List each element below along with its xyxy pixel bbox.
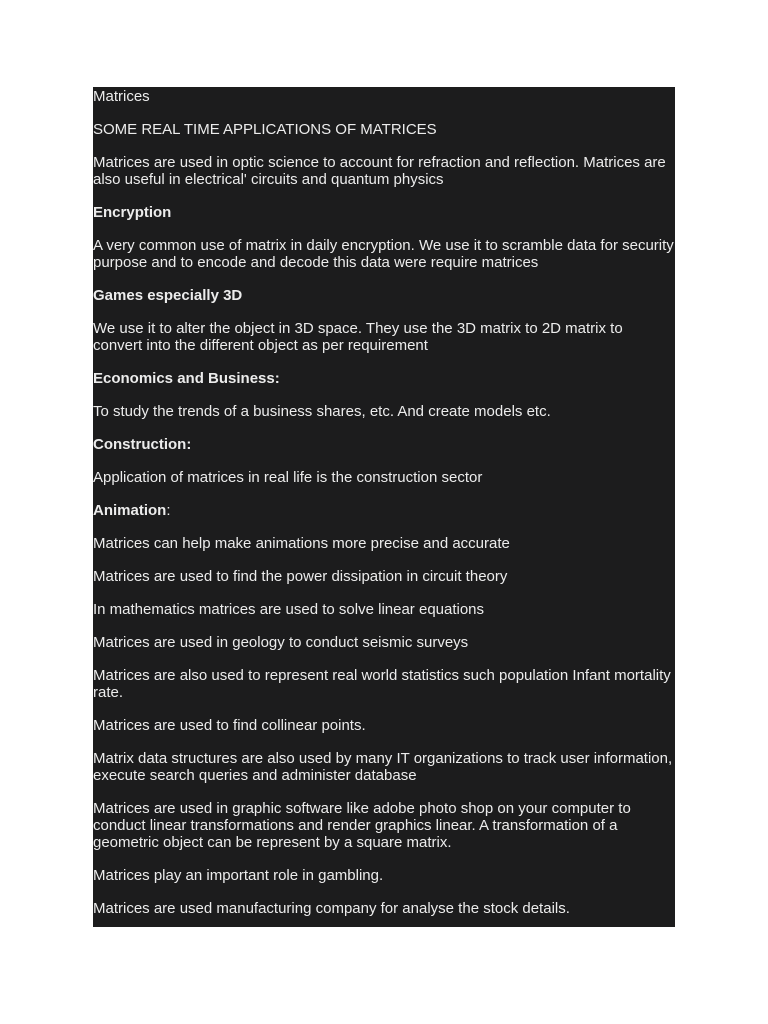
section-heading-animation: Animation (93, 502, 167, 519)
document-heading: SOME REAL TIME APPLICATIONS OF MATRICES (93, 121, 437, 138)
section-text-economics: To study the trends of a business shares, etc. And create models etc. (93, 403, 551, 420)
section-text-encryption: A very common use of matrix in daily encryption. We use it to scramble data for security purpose and to encode and decode this data were require matrices (93, 237, 674, 271)
section-heading-games: Games especially 3D (93, 287, 243, 304)
section-text-construction: Application of matrices in real life is the construction sector (93, 469, 483, 486)
list-item: Matrices are used in graphic software like adobe photo shop on your computer to conduct linear transformations and render graphics linear. A transformation of a geometric object can be represent by a square matrix. (93, 800, 631, 851)
intro-paragraph: Matrices are used in optic science to account for refraction and reflection. Matrices are also useful in electrical' circuits and quantum physics (93, 154, 666, 188)
list-item: In mathematics matrices are used to solve linear equations (93, 601, 485, 618)
document-title: Matrices (93, 88, 150, 105)
list-item: Matrices are also used to represent real world statistics such population Infant mortality rate. (93, 667, 671, 701)
section-heading-animation-suffix: : (166, 502, 171, 519)
section-heading-economics: Economics and Business: (93, 370, 280, 387)
list-item: Matrices play an important role in gambling. (93, 867, 384, 884)
document-content (93, 87, 675, 927)
list-item: Matrix data structures are also used by many IT organizations to track user information, execute search queries and administer database (93, 750, 673, 784)
section-text-animation: Matrices can help make animations more precise and accurate (93, 535, 510, 552)
section-heading-encryption: Encryption (93, 204, 172, 221)
section-text-games: We use it to alter the object in 3D space. They use the 3D matrix to 2D matrix to convert into the different object as per requirement (93, 320, 623, 354)
list-item: Matrices are used to find the power dissipation in circuit theory (93, 568, 508, 585)
section-heading-construction: Construction: (93, 436, 192, 453)
list-item: Matrices are used manufacturing company for analyse the stock details. (93, 900, 570, 917)
section-heading-animation-line (93, 502, 675, 519)
list-item: Matrices are used to find collinear points. (93, 717, 366, 734)
list-item: Matrices are used in geology to conduct seismic surveys (93, 634, 469, 651)
